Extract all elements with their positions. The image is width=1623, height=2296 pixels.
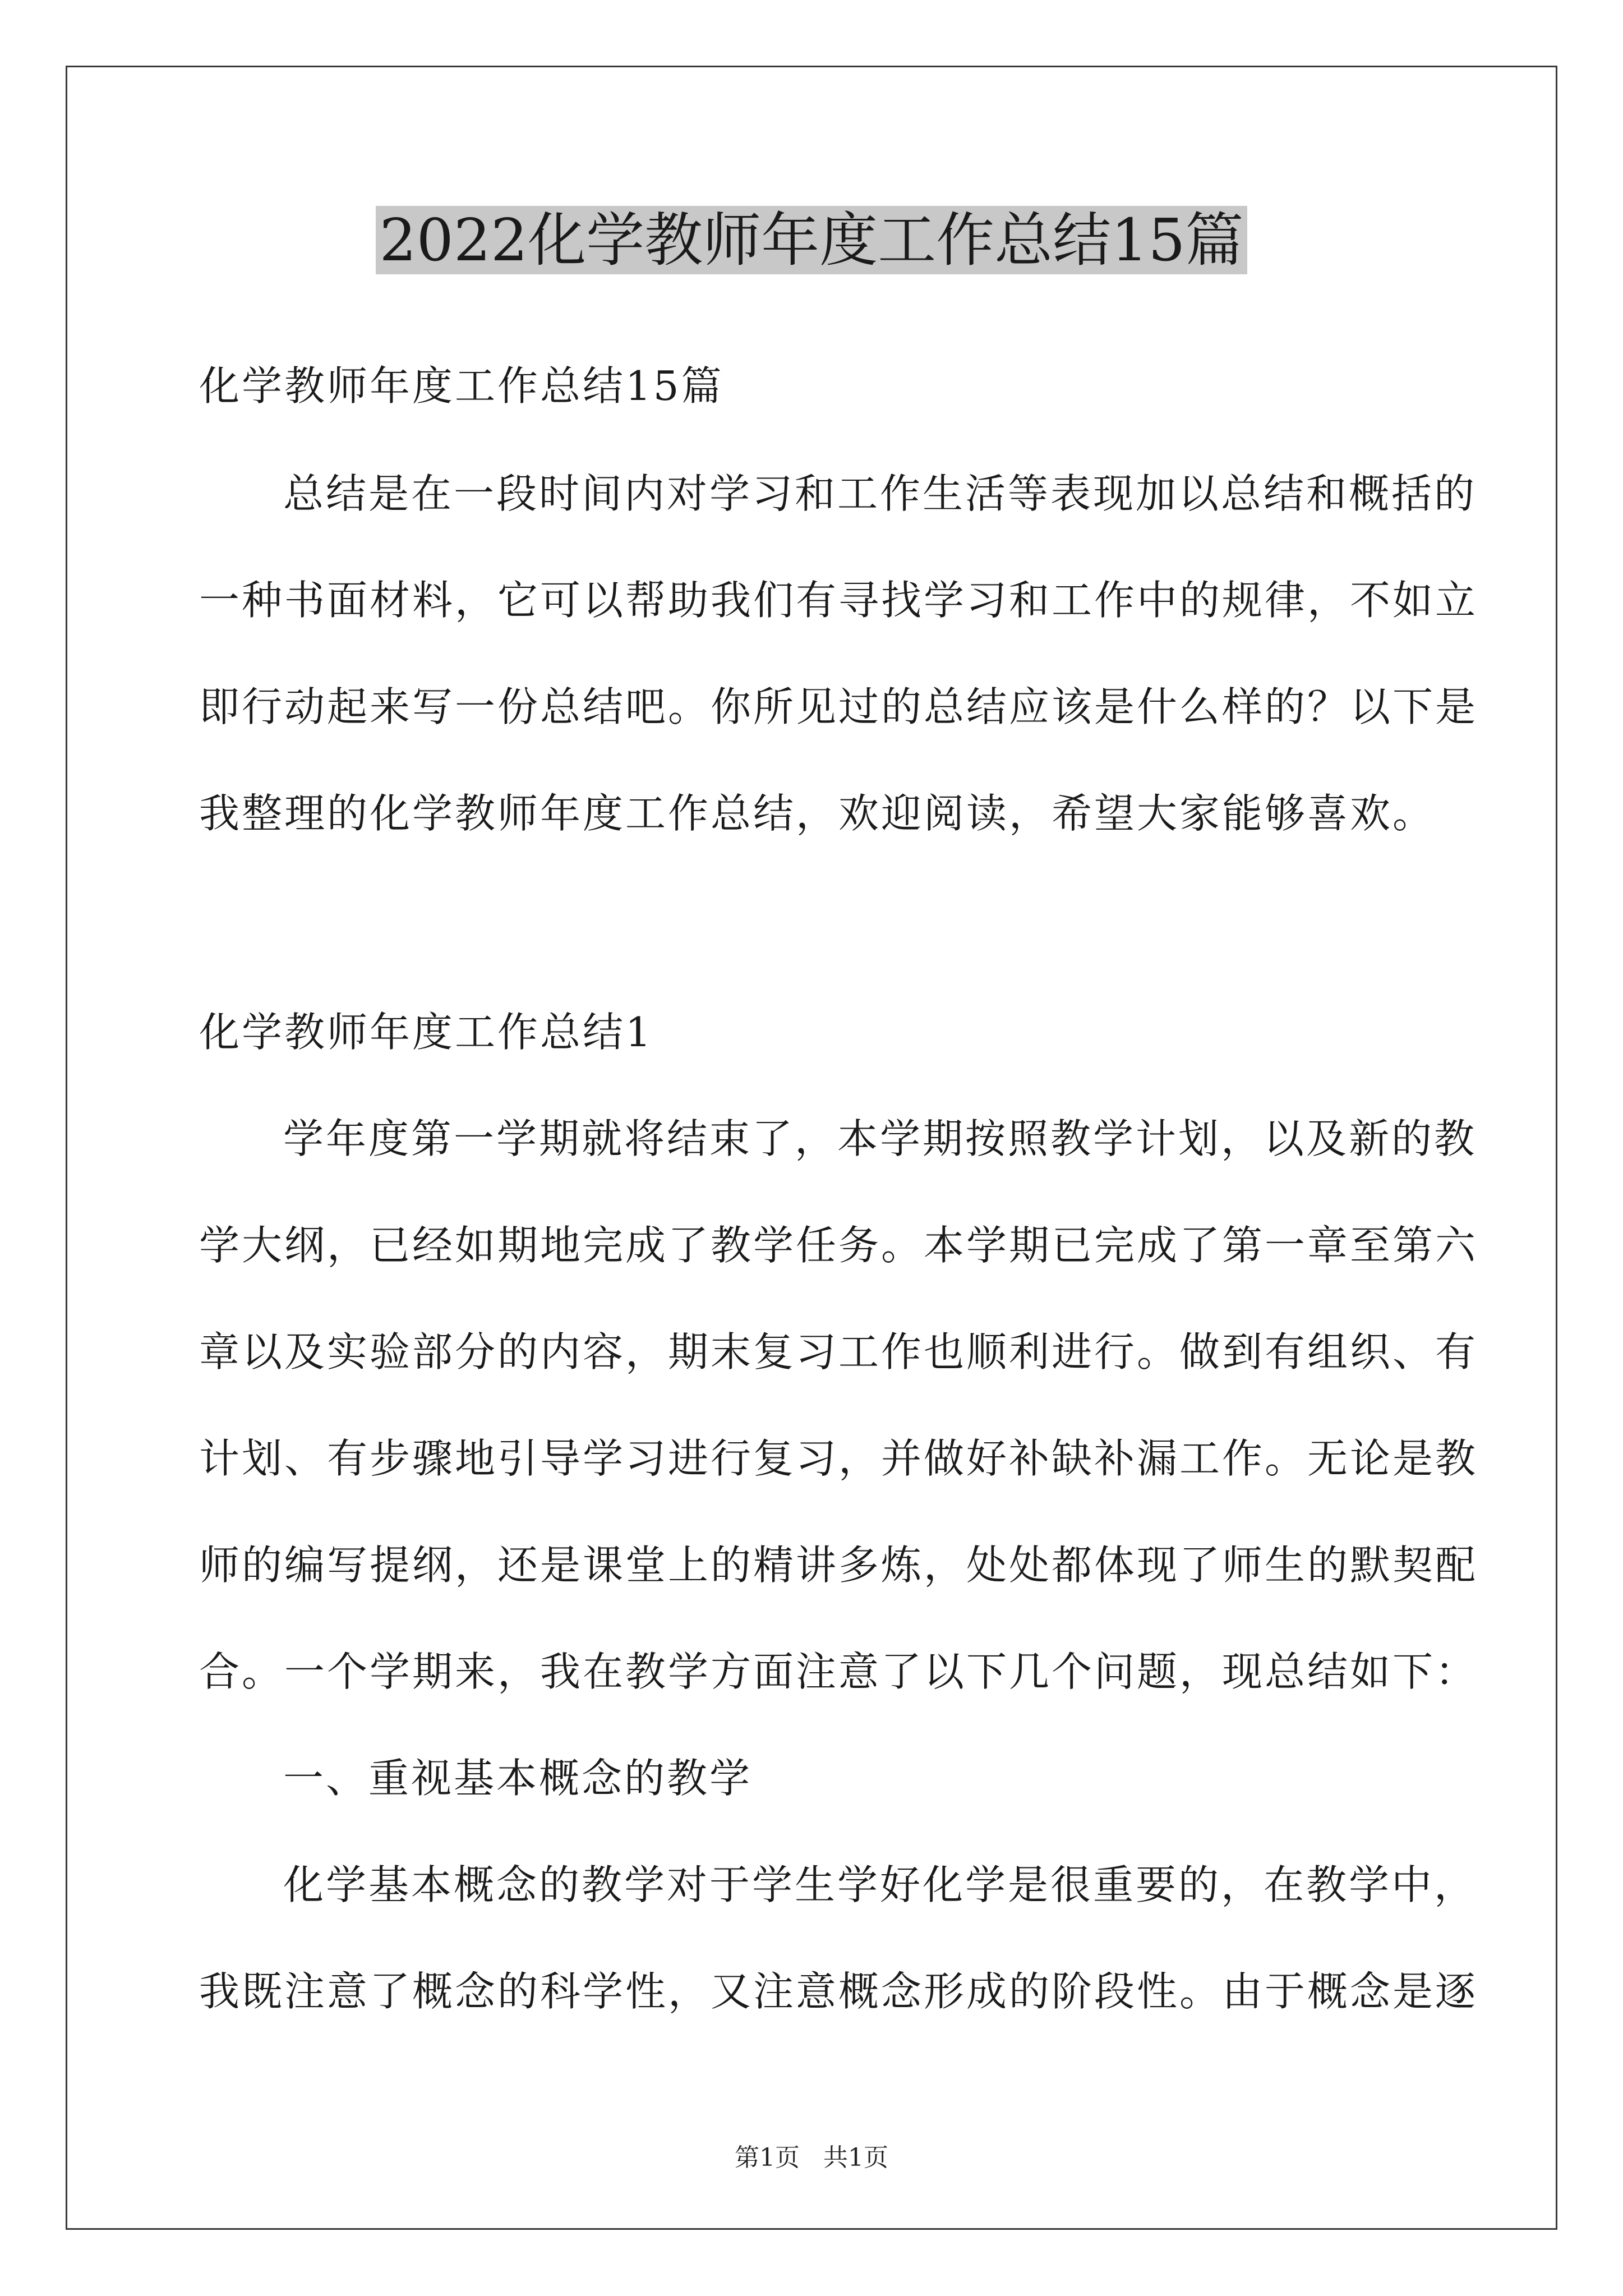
paragraph-line: 师的编写提纲，还是课堂上的精讲多炼，处处都体现了师生的默契配: [199, 1542, 1478, 1589]
paragraph-line: 我整理的化学教师年度工作总结，欢迎阅读，希望大家能够喜欢。: [199, 790, 1436, 837]
section-heading: 化学教师年度工作总结1: [199, 1009, 653, 1056]
page-footer: 第1页 共1页: [735, 2143, 888, 2172]
document-title-text: 2022化学教师年度工作总结15篇: [376, 206, 1247, 274]
document-title: [0, 202, 1623, 278]
paragraph-line: 总结是在一段时间内对学习和工作生活等表现加以总结和概括的: [283, 470, 1477, 517]
paragraph-line: 我既注意了概念的科学性，又注意概念形成的阶段性。由于概念是逐: [199, 1968, 1478, 2015]
paragraph-line: 合。一个学期来，我在教学方面注意了以下几个问题，现总结如下：: [199, 1648, 1478, 1695]
subtitle: 化学教师年度工作总结15篇: [199, 362, 724, 409]
paragraph-line: 章以及实验部分的内容，期末复习工作也顺利进行。做到有组织、有: [199, 1328, 1478, 1375]
paragraph-line: 即行动起来写一份总结吧。你所见过的总结应该是什么样的？以下是: [199, 683, 1478, 730]
paragraph-line: 学年度第一学期就将结束了，本学期按照教学计划，以及新的教: [283, 1115, 1477, 1162]
paragraph-line: 化学基本概念的教学对于学生学好化学是很重要的，在教学中，: [283, 1861, 1477, 1908]
paragraph-line: 计划、有步骤地引导学习进行复习，并做好补缺补漏工作。无论是教: [199, 1435, 1478, 1482]
paragraph-line: 一种书面材料，它可以帮助我们有寻找学习和工作中的规律，不如立: [199, 577, 1478, 624]
paragraph-line: 学大纲，已经如期地完成了教学任务。本学期已完成了第一章至第六: [199, 1222, 1478, 1269]
subsection-heading: 一、重视基本概念的教学: [283, 1755, 753, 1802]
